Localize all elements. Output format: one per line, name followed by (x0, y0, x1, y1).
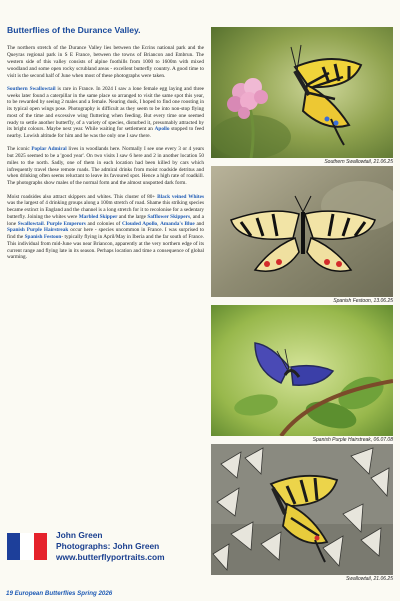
page-footer: 19 European Butterflies Spring 2026 (6, 590, 113, 597)
species-clouded-apollo: Clouded Apollo (121, 220, 158, 227)
species-swallowtail: Swallowtail (17, 220, 44, 227)
species-black-veined-whites: Black veined Whites (157, 193, 204, 200)
caption-southern-swallowtail: Southern Swallowtail, 21.06.25 (324, 159, 393, 165)
species-spanish-purple-hairstreak: Spanish Purple Hairstreak (7, 227, 69, 234)
article-title: Butterflies of the Durance Valley. (7, 25, 141, 35)
species-spanish-festoon: Spanish Festoon (24, 234, 62, 241)
author-block (7, 526, 204, 566)
species-southern-swallowtail: Southern Swallowtail (7, 85, 56, 92)
paragraph-poplar-admiral: The iconic Poplar Admiral lives in woodlands here. Normally I see one every 3 or 4 years but 2025 seemed to be a 'good year'. On two visits I saw 6 here and 2 in another location 50 miles to the north. Sadly, one of them in each location had been killed by cars which infrequently travel these remote roads. The admiral drinks from moist roadside detritus and when drinking often seems reluctant to leave its favoured spot. Hence a high rate of roadkill. The photographs show males of the normal form and the almost unspotted dark form. (7, 146, 204, 187)
photo-southern-swallowtail (211, 27, 393, 166)
paragraph-roadside-species: Moist roadsides also attract skippers and whites. This cluster of 80+ Black veined Whites was the largest of 4 drinking groups along a 100m stretch of road. Shame this striking species became extinct in England and the channel is a long stretch for it to recolonise for a sedentary butterfly. Joining the whites were Marbled Skipper and the large Safflower Skippers, and a lone Swallowtail. Purple Emperors and colonies of Clouded Apollo, Amanda's Blue and Spanish Purple Hairstreak occur here - species uncommon in France. I was surprised to find the Spanish Festoon- typically flying in April/May in Iberia and the far south of France. This individual from mid-June was near Briancon, apparently at the very northern edge of its current range and flying late in its season. Perhaps location and time a consequence of global warming. (7, 193, 205, 261)
photo-credit: Photographs: John Green (56, 540, 160, 551)
article-text-column (7, 6, 204, 268)
photo-spanish-festoon (211, 166, 393, 305)
paragraph-intro: The northern stretch of the Durance Valley lies between the Ecrins national park and the Queyras regional park in S E France, between the towns of Briancon and Embrun. The western side of this valley consists of alpine foothills from 1000 to 1600m with mixed woodland and some open rocky scrubland areas - excellent butterfly country. A good time to visit is the second half of June when most of these photographs were taken. (7, 45, 204, 79)
author-name: John Green (56, 530, 103, 540)
photo-swallowtail-whites (211, 444, 393, 583)
author-website[interactable]: www.butterflyportraits.com (56, 551, 165, 562)
france-flag-icon (7, 533, 47, 560)
species-poplar-admiral: Poplar Admiral (31, 146, 67, 153)
species-marbled-skipper: Marbled Skipper (78, 213, 118, 220)
caption-spanish-festoon: Spanish Festoon, 13.06.25 (333, 298, 393, 304)
species-apollo: Apollo (154, 126, 170, 133)
species-purple-emperors: Purple Emperors (46, 220, 86, 227)
caption-spanish-purple-hairstreak: Spanish Purple Hairstreak, 06.07.08 (312, 437, 393, 443)
caption-swallowtail: Swallowtail, 21.06.25 (346, 576, 393, 582)
paragraph-southern-swallowtail: Southern Swallowtail is rare in France. In 2024 I saw a lone female egg laying and three weeks later found a caterpillar in the same place so arranged to visit the same spot this year, to be rewarded by seeing 2 males and a female. Nearing dusk, I hoped to find one roosting in its typical open wings pose. Photography is difficult as they seem to be into non-stop flying most of the time and excessive wing fluttering when feeding. But every time one seemed ready to settle another butterfly, of a variety of species, disturbed it, presumably attracted by its bright colours. Maybe next year. While waiting for settlement an Apollo stopped to feed nearby. Lowish altitude for him and he was the only one I saw there. (7, 85, 205, 140)
author-credits (56, 530, 165, 563)
species-amandas-blue: Amanda's Blue (160, 220, 195, 227)
species-safflower-skippers: Safflower Skippers (147, 213, 191, 220)
photo-column (211, 27, 393, 583)
photo-spanish-purple-hairstreak (211, 305, 393, 444)
